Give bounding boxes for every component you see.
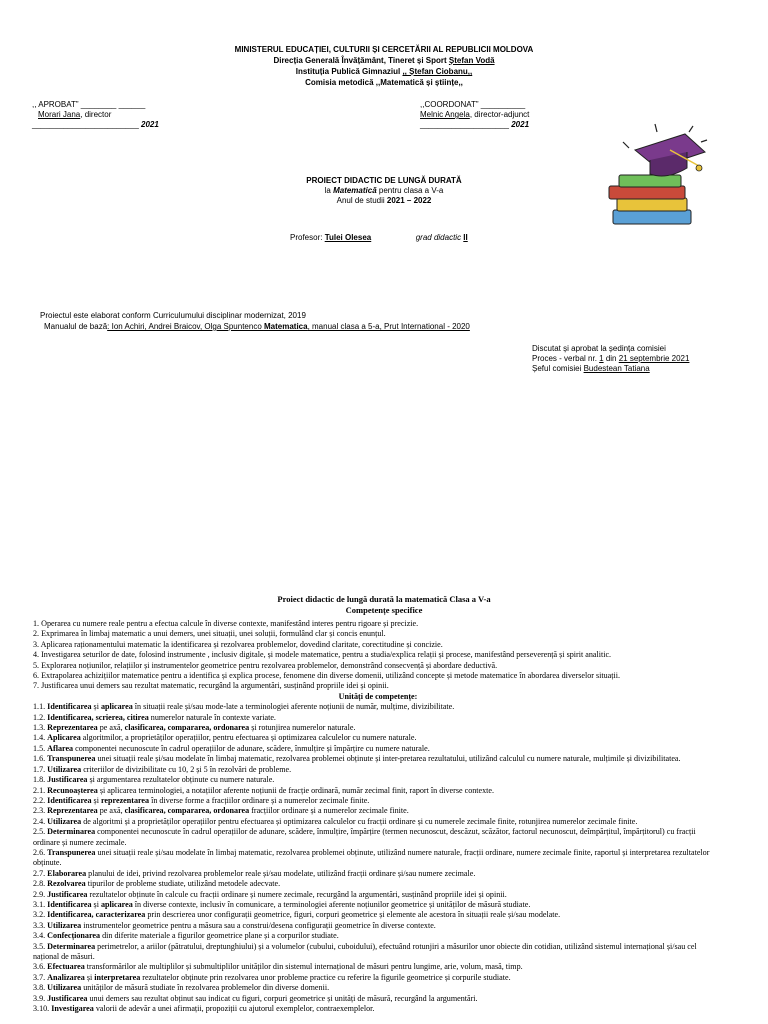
- unitate-bold: Recunoașterea: [47, 785, 98, 795]
- approved-year: 2021: [141, 120, 159, 129]
- subject-prefix: la: [324, 186, 334, 195]
- unitate-rest2: în diverse contexte, inclusiv în comunicare, a terminologiei aferente noțiunilor geometrice și unităților de măsură studiate.: [132, 899, 531, 909]
- unitate-bold: Justificarea: [47, 889, 88, 899]
- unitate-bold: Utilizarea: [47, 920, 82, 930]
- unitate-item: [33, 848, 723, 869]
- manual-authors: : Ion Achiri, Andrei Braicov, Olga Spuntenco: [107, 322, 264, 331]
- unitate-bold2: clasificarea, compararea, ordonarea: [124, 806, 250, 816]
- unitate-item: [33, 723, 723, 733]
- teacher-name: Tulei Olesea: [324, 233, 372, 242]
- unitate-no: 1.1.: [33, 702, 48, 712]
- unitate-bold: Confecționarea: [47, 931, 101, 941]
- approval-head: [532, 364, 689, 374]
- unitate-rest: și: [91, 702, 101, 712]
- approval-minutes: [532, 354, 689, 364]
- unitate-no: 1.7.: [33, 764, 48, 774]
- unitate-bold: Aplicarea: [47, 733, 81, 743]
- direction-line: [0, 55, 768, 66]
- manual-details: , manual clasa a 5-a, Prut International - 2020: [307, 322, 470, 331]
- unitate-item: [33, 910, 723, 920]
- unitate-no: 3.9.: [33, 993, 48, 1003]
- unitate-no: 3.1.: [33, 899, 48, 909]
- manual-label: Manualul de bază: [44, 322, 108, 331]
- unitate-item: [33, 962, 723, 972]
- approved-label: ,, APROBAT” ________ ______: [32, 100, 146, 109]
- unitate-no: 2.6.: [33, 847, 48, 857]
- unitate-rest: și aplicarea terminologiei, a notațiilor aferente noțiunii de fracție ordinară, număr zecimal finit, raport în diverse contexte.: [97, 785, 495, 795]
- unitate-item: [33, 733, 723, 743]
- manual-line: [44, 322, 470, 332]
- unitate-no: 1.2.: [33, 712, 48, 722]
- competenta-item: 2. Exprimarea în limbaj matematic a unui demers, unei situații, unei soluții, formulând clar și concis enunțul.: [33, 629, 386, 639]
- coordinated-date: [420, 120, 529, 130]
- unitate-bold: Analizarea: [47, 972, 85, 982]
- book-red: [609, 186, 685, 199]
- approved-date-line: ________________________: [32, 120, 139, 129]
- unitate-rest: și: [91, 899, 101, 909]
- unitate-no: 2.3.: [33, 806, 48, 816]
- unitate-item: [33, 931, 723, 941]
- year-value: 2021 – 2022: [386, 196, 432, 205]
- unitate-no: 2.2.: [33, 795, 48, 805]
- page2-title: Proiect didactic de lungă durată la matematică Clasa a V-a: [277, 594, 491, 604]
- coordinated-year: 2021: [511, 120, 530, 129]
- unitate-bold: Transpunerea: [47, 754, 96, 764]
- head-name: Budestean Tatiana: [583, 364, 650, 373]
- unitate-rest: unităților de măsură studiate în rezolvarea problemelor din diverse domenii.: [81, 983, 330, 993]
- unitate-no: 2.7.: [33, 868, 48, 878]
- competenta-item: 5. Explorarea noțiunilor, relațiilor și instrumentelor geometrice pentru rezolvarea problemelor, demonstrând consecvență și abordare deductivă.: [33, 660, 498, 670]
- unitate-rest: perimetrelor, a ariilor (pătratului, dreptunghiului) și a volumelor (cubului, cuboidului), efectuând rotunjiri a măsurilor unor obiecte din cotidian, utilizând sistemul internațional și/sau cel național de măsuri.: [33, 941, 697, 961]
- unitate-rest: și: [84, 972, 95, 982]
- unitate-item: [33, 817, 723, 827]
- unitate-rest: instrumentelor geometrice pentru a măsura sau a construi/desena configurații geometrice în diverse contexte.: [81, 920, 436, 930]
- unitate-bold: Aflarea: [47, 743, 74, 753]
- coordinated-role: , director-adjunct: [469, 110, 530, 119]
- unitate-item: [33, 942, 723, 963]
- unitate-bold: Identificarea: [47, 899, 92, 909]
- commission-line: Comisia metodică ,,Matematică și științe,,: [305, 78, 463, 87]
- coordinated-date-line: ____________________: [420, 120, 509, 129]
- unitate-rest: valorii de adevăr a unei afirmații, propoziții cu ajutorul exemplelor, contraexemplelor.: [93, 1004, 375, 1014]
- tassel-end: [696, 165, 702, 171]
- minutes-mid: din: [603, 354, 619, 363]
- unitate-bold: Utilizarea: [47, 764, 82, 774]
- coordinated-name: Melnic Angela: [420, 110, 470, 119]
- manual-info: [107, 322, 470, 331]
- competenta-item: 3. Aplicarea raționamentului matematic la identificarea și rezolvarea problemelor, dovedind claritate, corectitudine și concizie.: [33, 639, 443, 649]
- year-prefix: Anul de studii: [336, 196, 387, 205]
- competenta-item: 6. Extrapolarea achizițiilor matematice pentru a identifica și explica procese, fenomene din diverse domenii, utilizând concepte și metode matematice în abordarea diverselor situații.: [33, 671, 621, 681]
- unitate-rest: componentei necunoscute în cadrul operațiilor de adunare, scădere, înmulțire și împărțire cu numere naturale.: [73, 743, 430, 753]
- unitate-bold2: aplicarea: [100, 702, 133, 712]
- unitate-rest: de algoritmi și a proprietăților operațiilor pentru efectuarea și optimizarea calculelor cu fracții ordinare și cu numerele zecimale finite, rotunjirea numerelor zecimale finite.: [81, 816, 638, 826]
- subject-name: Matematică: [333, 186, 377, 195]
- unitate-no: 1.3.: [33, 723, 48, 733]
- unitate-bold: Identificarea, caracterizarea: [47, 910, 146, 920]
- unitate-item: [33, 754, 723, 764]
- unitate-bold: Elaborarea: [47, 868, 87, 878]
- unitate-no: 1.5.: [33, 743, 48, 753]
- unitate-no: 3.4.: [33, 931, 48, 941]
- minutes-date: 21 septembrie 2021: [618, 354, 690, 363]
- unitate-item: [33, 983, 723, 993]
- competenta-item: 1. Operarea cu numere reale pentru a efectua calcule în diverse contexte, manifestând interes pentru rigoare și precizie.: [33, 619, 419, 628]
- unitate-no: 2.1.: [33, 785, 48, 795]
- unitate-rest2: în situații reale și/sau mode-late a terminologiei aferente noțiunii de număr, mulțime, divizibilitate.: [132, 702, 455, 712]
- sparkle-1: [623, 142, 629, 148]
- unitate-rest: unei situații reale și/sau modelate în limbaj matematic, rezolvarea problemei obținute, utilizând numere naturale, fracții ordinare, numere zecimale finite, raportul și interpretarea rezultatelor obținute.: [33, 847, 710, 868]
- teacher-line: [290, 233, 468, 243]
- unitate-item: [33, 1004, 723, 1014]
- unitate-rest: unui demers sau rezultat obținut sau indicat cu figuri, corpuri geometrice și unități de măsură, recurgând la argumentări.: [87, 993, 478, 1003]
- sparkle-2: [655, 124, 657, 132]
- unitate-item: [33, 900, 723, 910]
- unitate-bold: Utilizarea: [47, 816, 82, 826]
- unitate-bold: Justificarea: [47, 993, 88, 1003]
- unitate-bold: Identificarea, scrierea, citirea: [47, 712, 149, 722]
- unitate-no: 1.6.: [33, 754, 48, 764]
- unitate-bold2: reprezentarea: [100, 795, 150, 805]
- head-prefix: Șeful comisiei: [532, 364, 584, 373]
- unitate-rest: tipurilor de probleme studiate, utilizând metodele adecvate.: [85, 879, 281, 889]
- unitate-bold: Investigarea: [51, 1004, 94, 1014]
- unitate-no: 3.6.: [33, 962, 48, 972]
- unitate-bold: Determinarea: [47, 941, 96, 951]
- approved-block: [32, 100, 159, 130]
- unitate-no: 3.2.: [33, 910, 48, 920]
- institution-text: Instituția Publică Gimnaziul: [295, 67, 403, 76]
- competences-section: [33, 619, 723, 1014]
- direction-district: Ștefan Vodă: [448, 56, 495, 65]
- unitate-bold: Reprezentarea: [47, 723, 98, 733]
- grade-value: II: [463, 233, 468, 242]
- unitate-item: [33, 994, 723, 1004]
- unitate-bold: Identificarea: [47, 702, 92, 712]
- unitate-rest: rezultatelor obținute în calcule cu fracții ordinare și numere zecimale, recurgând la argumentări, susținând propriile idei și opinii.: [87, 889, 507, 899]
- unitate-rest2: în diverse forme a fracțiilor ordinare și a numerelor zecimale finite.: [149, 795, 370, 805]
- unitate-item: [33, 786, 723, 796]
- manual-title: Matematica: [263, 322, 308, 331]
- approved-name: Morari Jana: [38, 110, 81, 119]
- unitate-rest: unei situații reale și/sau modelate în limbaj matematic, rezolvarea problemei obținute și inter-pretarea rezultatului, utilizând calculul cu numere naturale, mulțimile și divizibilitatea.: [95, 754, 681, 764]
- approved-date: [32, 120, 159, 130]
- unitate-rest: prin descrierea unor configurații geometrice, figuri, corpuri geometrice și elemente ale acestora în situații reale și/sau modelate.: [145, 910, 561, 920]
- unitate-rest: și: [91, 795, 101, 805]
- coordinated-signer: [420, 110, 529, 120]
- teacher-label: Profesor:: [290, 233, 325, 242]
- unitate-item: [33, 744, 723, 754]
- coordinated-label: ,,COORDONAT” __________: [420, 100, 526, 109]
- competente-heading: Competențe specifice: [345, 605, 423, 615]
- unitate-rest: algoritmilor, a proprietăților operațiilor, pentru efectuarea și optimizarea calculelor cu numere naturale.: [80, 733, 417, 743]
- unitate-rest: criteriilor de divizibilitate cu 10, 2 și 5 în rezolvări de probleme.: [81, 764, 292, 774]
- approved-signer: [32, 110, 159, 120]
- ministry-line: MINISTERUL EDUCAȚIEI, CULTURII ȘI CERCETĂRII AL REPUBLICII MOLDOVA: [234, 45, 534, 54]
- unitate-bold2: interpretarea: [94, 972, 141, 982]
- unitate-item: [33, 702, 723, 712]
- unitate-item: [33, 921, 723, 931]
- unitate-item: [33, 775, 723, 785]
- grade-label: grad didactic: [415, 233, 464, 242]
- unitate-item: [33, 796, 723, 806]
- unitate-bold: Transpunerea: [47, 847, 96, 857]
- unitate-item: [33, 806, 723, 816]
- unitate-rest2: rezultatelor obținute prin rezolvarea unor probleme practice cu referire la figurile geometrice și corpurile studiate.: [140, 972, 511, 982]
- unitate-bold: Utilizarea: [47, 983, 82, 993]
- unitate-no: 3.7.: [33, 972, 48, 982]
- approval-meeting: Discutat și aprobat la ședința comisiei: [532, 344, 666, 353]
- page2-header: [0, 594, 768, 616]
- unitate-item: [33, 973, 723, 983]
- book-green: [619, 175, 681, 187]
- unitate-rest: planului de idei, privind rezolvarea problemelor reale și/sau modelate, utilizând fracții ordinare și/sau numere zecimale.: [86, 868, 476, 878]
- unitate-item: [33, 827, 723, 848]
- subject-suffix: pentru clasa a V-a: [376, 186, 444, 195]
- unitate-no: 2.8.: [33, 879, 48, 889]
- unitate-rest: numerelor naturale în contexte variate.: [148, 712, 276, 722]
- graduation-books-illustration: [595, 120, 715, 240]
- unitate-bold: Determinarea: [47, 827, 96, 837]
- unitate-rest: din diferite materiale a figurilor geometrice plane și a corpurilor studiate.: [100, 931, 339, 941]
- minutes-number: 1: [599, 354, 604, 363]
- unitate-no: 3.8.: [33, 983, 48, 993]
- unitate-item: [33, 879, 723, 889]
- unitate-rest: transformărilor ale multiplilor și submultiplilor unităților din sistemul internațional de măsuri pentru lungime, arie, volum, masă, timp.: [84, 962, 523, 972]
- book-bottom: [613, 210, 691, 224]
- unitate-no: 2.4.: [33, 816, 48, 826]
- unitate-no: 2.9.: [33, 889, 48, 899]
- sparkle-4: [701, 140, 707, 142]
- unitate-bold: Justificarea: [47, 775, 88, 785]
- unitate-rest2: fracțiilor ordinare și a numerelor zecimale finite.: [249, 806, 409, 816]
- unitate-item: [33, 869, 723, 879]
- competenta-item: 7. Justificarea unui demers sau rezultat matematic, recurgând la argumentări, susținând propriile idei și opinii.: [33, 681, 389, 691]
- unitate-bold: Rezolvarea: [47, 879, 86, 889]
- unitati-list: [33, 702, 723, 1014]
- institution-line: [0, 66, 768, 77]
- approval-block: [532, 344, 689, 374]
- unitate-no: 3.10.: [33, 1004, 52, 1014]
- project-title: PROIECT DIDACTIC DE LUNGĂ DURATĂ: [306, 176, 462, 185]
- direction-text: Direcția Generală Învățământ, Tineret și Sport: [273, 56, 449, 65]
- institution-name: ,, Ștefan Ciobanu,,: [402, 67, 473, 76]
- sparkle-3: [689, 126, 693, 132]
- unitate-no: 1.4.: [33, 733, 48, 743]
- unitate-bold: Efectuarea: [47, 962, 85, 972]
- unitate-rest: componentei necunoscute în cadrul operațiilor de adunare, scădere, înmulțire, împărțire (termen necunoscut, descăzut, scăzător, factorul necunoscut, deîmpărțitul, împărțitorul) cu fracții ordinare și numere zecimale.: [33, 827, 696, 847]
- unitate-no: 3.5.: [33, 941, 48, 951]
- approved-role: , director: [80, 110, 112, 119]
- unitate-item: [33, 765, 723, 775]
- unitate-bold: Identificarea: [47, 795, 92, 805]
- unitate-item: [33, 890, 723, 900]
- unitate-rest: pe axă,: [97, 806, 125, 816]
- competente-list: [33, 619, 723, 692]
- competenta-item: 4. Investigarea seturilor de date, folosind instrumente , inclusiv digitale, și modele matematice, pentru a studia/explica relații și procese, manifestând perseverență și spirit analitic.: [33, 650, 612, 660]
- curriculum-line: Proiectul este elaborat conform Curriculumului disciplinar modernizat, 2019: [40, 311, 306, 320]
- unitate-rest: și argumentarea rezultatelor obținute cu numere naturale.: [87, 775, 275, 785]
- unitate-bold2: clasificarea, compararea, ordonarea: [124, 723, 250, 733]
- book-yellow: [617, 198, 687, 211]
- minutes-prefix: Proces - verbal nr.: [532, 354, 600, 363]
- unitate-no: 2.5.: [33, 827, 48, 837]
- unitate-rest: pe axă,: [97, 723, 125, 733]
- unitate-bold2: aplicarea: [100, 899, 133, 909]
- unitate-rest2: și rotunjirea numerelor naturale.: [249, 723, 356, 733]
- unitati-heading: Unități de competențe:: [338, 691, 418, 701]
- unitate-item: [33, 713, 723, 723]
- unitate-no: 3.3.: [33, 920, 48, 930]
- unitate-bold: Reprezentarea: [47, 806, 98, 816]
- coordinated-block: [420, 100, 529, 130]
- unitate-no: 1.8.: [33, 775, 48, 785]
